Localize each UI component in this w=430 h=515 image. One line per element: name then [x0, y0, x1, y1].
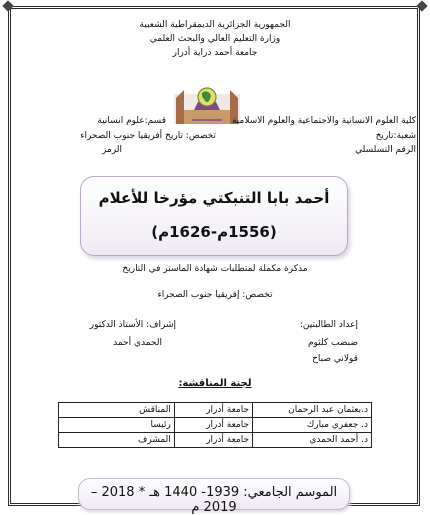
table-row — [59, 433, 372, 448]
thesis-subtitle: مذكرة مكملة لمتطلبات شهادة الماستر في التاريخ — [122, 264, 308, 274]
member-name: د. أحمد الحمدي — [253, 433, 372, 448]
table-row — [59, 418, 372, 433]
branch-label: شعبة:تاريخ — [375, 131, 416, 141]
member-role: المناقش — [59, 403, 175, 418]
supervisor-name: الحمدي أحمد — [113, 338, 162, 348]
thesis-title: أحمد بابا التنبكتي مؤرخا للأعلام — [98, 189, 330, 207]
member-institution: جامعة أدرار — [174, 403, 252, 418]
faculty-name: كلية العلوم الانسانية والاجتماعية والعلوم الاسلامية — [231, 116, 416, 126]
prepared-by-label: إعداد الطالبتين: — [299, 320, 358, 330]
committee-title: لجنة المناقشة: — [178, 378, 252, 389]
republic-name: الجمهورية الجزائرية الديمقراطية الشعبية — [139, 20, 291, 30]
department-label: قسم:علوم انسانية — [97, 116, 166, 126]
specialty-header-label: تخصص: تاريخ أفريقيا جنوب الصحراء — [80, 131, 216, 141]
member-role: المشرف — [59, 433, 175, 448]
member-name: د.بعثمان عبد الرحمان — [253, 403, 372, 418]
ministry-name: وزارة التعليم العالي والبحث العلمي — [149, 34, 281, 44]
thesis-dates: (1556م-1626م) — [151, 223, 277, 241]
student-name-2: قولاني صباح — [312, 354, 358, 364]
committee-table — [58, 402, 372, 448]
title-box — [80, 176, 348, 256]
specialty-label: تخصص: إفريقيا جنوب الصحراء — [157, 290, 273, 300]
academic-year: الموسم الجامعي: 1939- 1440 هـ * 2018 – 2019 م — [90, 485, 338, 515]
member-institution: جامعة أدرار — [174, 418, 252, 433]
serial-number-label: الرقم التسلسلي — [355, 145, 416, 155]
code-label: الرمز — [102, 145, 122, 155]
member-role: رئيسا — [59, 418, 175, 433]
university-name: جامعة أحمد دراية أدرار — [172, 48, 258, 58]
academic-year-box — [78, 478, 350, 515]
student-name-1: ضبضب كلثوم — [307, 338, 358, 348]
member-name: د. جعفري مبارك — [253, 418, 372, 433]
supervisor-label: إشراف: الأستاذ الدكتور — [89, 320, 176, 330]
table-row — [59, 403, 372, 418]
member-institution: جامعة أدرار — [174, 433, 252, 448]
